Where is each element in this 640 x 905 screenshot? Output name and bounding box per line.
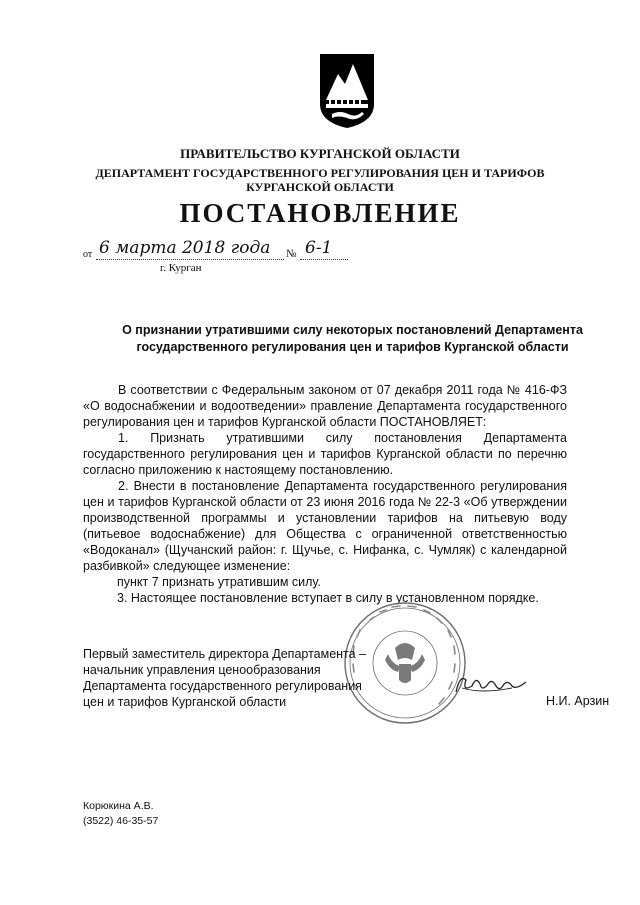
signatory-title-line4: цен и тарифов Курганской области	[83, 695, 287, 709]
handwritten-signature	[452, 670, 530, 700]
from-label: от	[83, 249, 93, 260]
signatory-title-line2: начальник управления ценообразования	[83, 663, 321, 677]
org-name-line3: КУРГАНСКОЙ ОБЛАСТИ	[246, 180, 394, 194]
executor-phone: (3522) 46-35-57	[83, 815, 159, 827]
signatory-title-line1: Первый заместитель директора Департамента –	[83, 647, 367, 661]
org-name-line1: ПРАВИТЕЛЬСТВО КУРГАНСКОЙ ОБЛАСТИ	[180, 146, 460, 161]
date-value: 6 марта 2018 года	[99, 238, 271, 258]
signature-block	[83, 646, 366, 710]
item-2-paragraph: 2. Внести в постановление Департамента государственного регулирования цен и тарифов Курганской области от 23 июня 2016 года № 22-3 «Об утверждении производственной программы и установлении тарифов на питьевую воду (питьевое водоснабжение) для Общества с ограниченной ответственностью «Водоканал» (Щучанский район: г. Щучье, с. Нифанка, с. Чумляк) с календарной разбивкой» следующее изменение:	[83, 479, 567, 573]
city: г. Курган	[160, 262, 202, 274]
org-name-line2: ДЕПАРТАМЕНТ ГОСУДАРСТВЕННОГО РЕГУЛИРОВАНИЯ ЦЕН И ТАРИФОВ	[95, 166, 545, 180]
title-line2: государственного регулирования цен и тарифов Курганской области	[136, 340, 569, 354]
item-1-paragraph: 1. Признать утратившими силу постановления Департамента государственного регулирования цен и тарифов Курганской области по перечню согласно приложению к настоящему постановлению.	[83, 431, 567, 477]
executor-block	[83, 799, 158, 829]
executor-name: Корюкина А.В.	[83, 800, 154, 812]
date-underline	[96, 259, 284, 260]
title-line1: О признании утратившими силу некоторых постановлений Департамента	[122, 323, 583, 337]
signatory-name: Н.И. Арзин	[546, 694, 610, 708]
document-body	[83, 382, 567, 606]
coat-of-arms-icon	[318, 52, 376, 130]
date-number-line	[83, 240, 348, 264]
number-value: 6-1	[305, 238, 333, 258]
document-title	[90, 322, 615, 356]
signatory-title-line3: Департамента государственного регулирования	[83, 679, 362, 693]
number-label: №	[286, 248, 297, 260]
preamble-paragraph: В соответствии с Федеральным законом от 07 декабря 2011 года № 416-ФЗ «О водоснабжении и водоотведении» правление Департамента государственного регулирования цен и тарифов Курганской области ПОСТАНОВЛЯЕТ:	[83, 383, 567, 429]
document-type: ПОСТАНОВЛЕНИЕ	[179, 198, 461, 228]
item-2-subparagraph: пункт 7 признать утратившим силу.	[117, 575, 321, 589]
item-3-paragraph: 3. Настоящее постановление вступает в силу в установленном порядке.	[117, 591, 539, 605]
number-underline	[300, 259, 348, 260]
org-name-department	[0, 166, 640, 194]
